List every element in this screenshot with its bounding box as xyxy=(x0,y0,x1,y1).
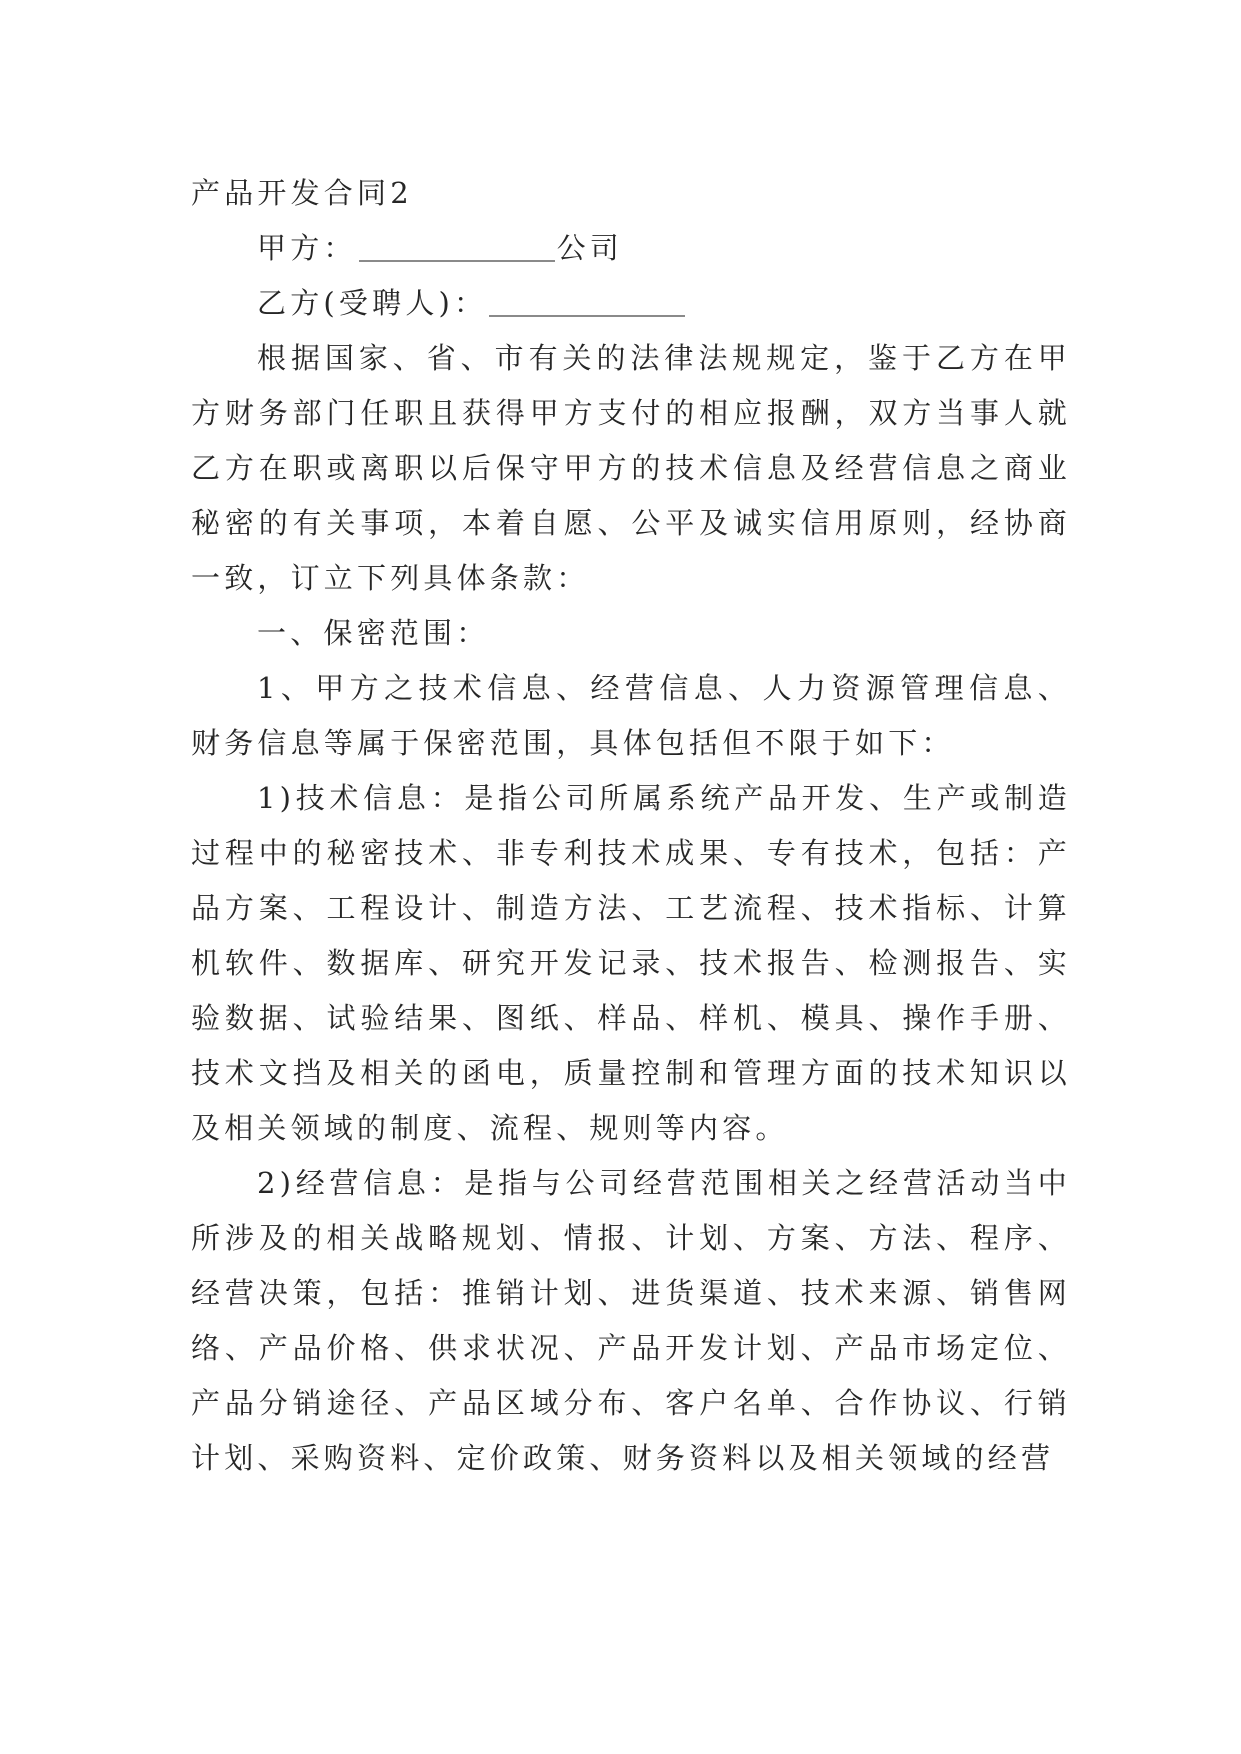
party-a-blank xyxy=(359,228,555,262)
party-b-label: 乙方(受聘人)： xyxy=(257,286,488,320)
party-a-line xyxy=(191,221,1071,276)
party-a-suffix: 公司 xyxy=(556,231,624,265)
section-heading-confidential-scope: 一、保密范围： xyxy=(257,616,490,650)
clause-1-technical-info: 1)技术信息：是指公司所属系统产品开发、生产或制造过程中的秘密技术、非专利技术成果、专有技术，包括：产品方案、工程设计、制造方法、工艺流程、技术指标、计算机软件、数据库、研究开发记录、技术报告、检测报告、实验数据、试验结果、图纸、样品、样机、模具、操作手册、技术文挡及相关的函电，质量控制和管理方面的技术知识以及相关领域的制度、流程、规则等内容。 xyxy=(191,781,1071,1145)
document-body xyxy=(191,166,1071,1486)
party-b-line xyxy=(191,276,1071,331)
clause-1-business-info: 2)经营信息：是指与公司经营范围相关之经营活动当中所涉及的相关战略规划、情报、计划、方案、方法、程序、经营决策，包括：推销计划、进货渠道、技术来源、销售网络、产品价格、供求状况、产品开发计划、产品市场定位、产品分销途径、产品区域分布、客户名单、合作协议、行销计划、采购资料、定价政策、财务资料以及相关领域的经营 xyxy=(191,1166,1071,1475)
document-title: 产品开发合同2 xyxy=(191,176,413,210)
intro-paragraph: 根据国家、省、市有关的法律法规规定，鉴于乙方在甲方财务部门任职且获得甲方支付的相应报酬，双方当事人就乙方在职或离职以后保守甲方的技术信息及经营信息之商业秘密的有关事项，本着自愿、公平及诚实信用原则，经协商一致，订立下列具体条款： xyxy=(191,341,1071,595)
clause-1: 1、甲方之技术信息、经营信息、人力资源管理信息、财务信息等属于保密范围，具体包括但不限于如下： xyxy=(191,671,1071,760)
party-a-label: 甲方： xyxy=(257,231,357,265)
party-b-blank xyxy=(489,283,685,317)
